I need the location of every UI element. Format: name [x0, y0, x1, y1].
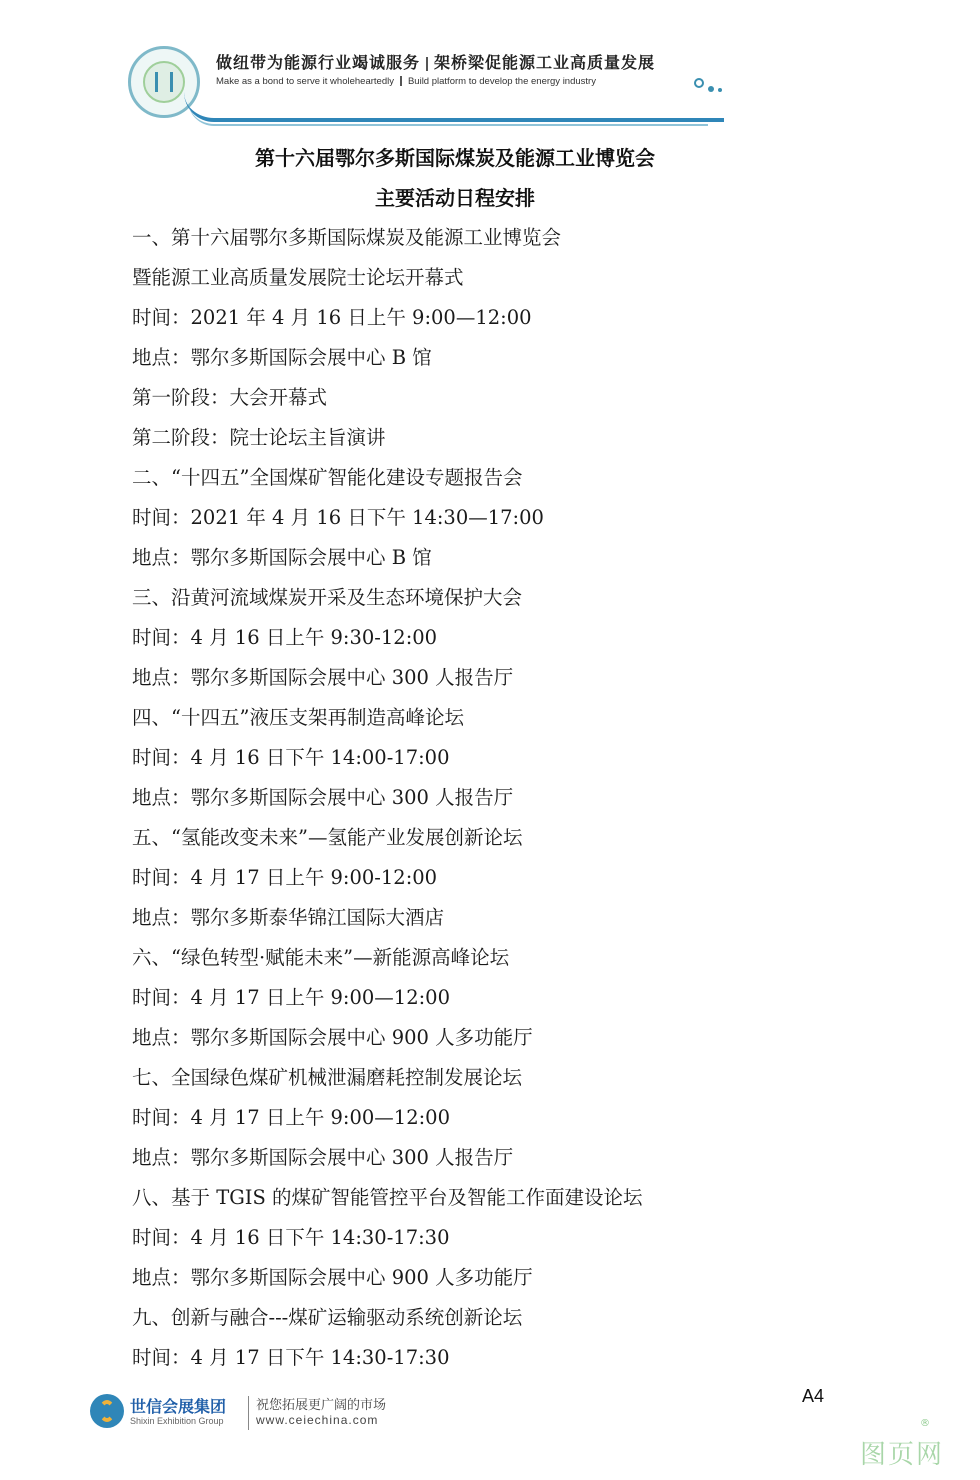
schedule-line: 地点：鄂尔多斯国际会展中心 300 人报告厅 — [132, 666, 514, 689]
schedule-line: 时间：4 月 16 日上午 9:30-12:00 — [132, 626, 438, 649]
schedule-line: 八、基于 TGIS 的煤矿智能管控平台及智能工作面建设论坛 — [132, 1186, 643, 1209]
schedule-line: 地点：鄂尔多斯国际会展中心 900 人多功能厅 — [132, 1266, 533, 1289]
company-logo-icon — [90, 1394, 124, 1428]
schedule-line: 时间：4 月 17 日上午 9:00—12:00 — [132, 1106, 450, 1129]
schedule-line: 时间：4 月 17 日上午 9:00-12:00 — [132, 866, 438, 889]
schedule-line: 地点：鄂尔多斯国际会展中心 B 馆 — [132, 546, 432, 569]
schedule-line: 一、第十六届鄂尔多斯国际煤炭及能源工业博览会 — [132, 226, 562, 249]
schedule-line: 时间：4 月 16 日下午 14:30-17:30 — [132, 1226, 450, 1249]
header-slogan-cn — [216, 50, 655, 73]
watermark: 图页网 — [860, 1440, 945, 1470]
footer — [90, 1390, 430, 1440]
dots-decoration-icon — [694, 74, 734, 94]
slogan-en-left: Make as a bond to serve it wholeheartedly — [216, 76, 394, 87]
registered-mark-icon: ® — [920, 1418, 930, 1429]
schedule-line: 五、“氢能改变未来”—氢能产业发展创新论坛 — [132, 826, 523, 849]
schedule-line: 时间：2021 年 4 月 16 日下午 14:30—17:00 — [132, 506, 544, 529]
slogan-cn-left: 做纽带为能源行业竭诚服务 — [216, 53, 421, 72]
header-banner — [128, 40, 728, 130]
schedule-line: 地点：鄂尔多斯国际会展中心 300 人报告厅 — [132, 1146, 514, 1169]
schedule-line: 地点：鄂尔多斯国际会展中心 900 人多功能厅 — [132, 1026, 533, 1049]
schedule-line: 第一阶段：大会开幕式 — [132, 386, 328, 409]
footer-divider — [248, 1396, 249, 1430]
page-title: 第十六届鄂尔多斯国际煤炭及能源工业博览会 — [255, 146, 655, 170]
schedule-line: 九、创新与融合---煤矿运输驱动系统创新论坛 — [132, 1306, 523, 1329]
schedule-line: 四、“十四五”液压支架再制造高峰论坛 — [132, 706, 464, 729]
footer-tagline: 祝您拓展更广阔的市场 — [256, 1398, 387, 1413]
slogan-en-right: Build platform to develop the energy industry — [407, 76, 596, 87]
schedule-line: 第二阶段：院士论坛主旨演讲 — [132, 426, 386, 449]
schedule-line: 地点：鄂尔多斯国际会展中心 300 人报告厅 — [132, 786, 514, 809]
schedule-line: 地点：鄂尔多斯国际会展中心 B 馆 — [132, 346, 432, 369]
schedule-line: 时间：2021 年 4 月 16 日上午 9:00—12:00 — [132, 306, 532, 329]
footer-url[interactable]: www.ceiechina.com — [256, 1413, 379, 1427]
page-subtitle: 主要活动日程安排 — [375, 186, 535, 210]
schedule-line: 时间：4 月 17 日上午 9:00—12:00 — [132, 986, 450, 1009]
schedule-line: 三、沿黄河流域煤炭开采及生态环境保护大会 — [132, 586, 523, 609]
schedule-line: 六、“绿色转型·赋能未来”—新能源高峰论坛 — [132, 946, 510, 969]
schedule-line: 二、“十四五”全国煤矿智能化建设专题报告会 — [132, 466, 523, 489]
schedule-list — [132, 218, 892, 1378]
company-name-en: Shixin Exhibition Group — [130, 1416, 224, 1426]
schedule-line: 时间：4 月 16 日下午 14:00-17:00 — [132, 746, 450, 769]
company-name-cn: 世信会展集团 — [130, 1397, 227, 1416]
header-slogan-en — [216, 76, 596, 87]
slogan-cn-right: 架桥梁促能源工业高质量发展 — [434, 53, 656, 72]
schedule-line: 地点：鄂尔多斯泰华锦江国际大酒店 — [132, 906, 445, 929]
schedule-line: 时间：4 月 17 日下午 14:30-17:30 — [132, 1346, 450, 1369]
schedule-line: 暨能源工业高质量发展院士论坛开幕式 — [132, 266, 464, 289]
schedule-line: 七、全国绿色煤矿机械泄漏磨耗控制发展论坛 — [132, 1066, 523, 1089]
page-number: A4 — [802, 1386, 825, 1406]
